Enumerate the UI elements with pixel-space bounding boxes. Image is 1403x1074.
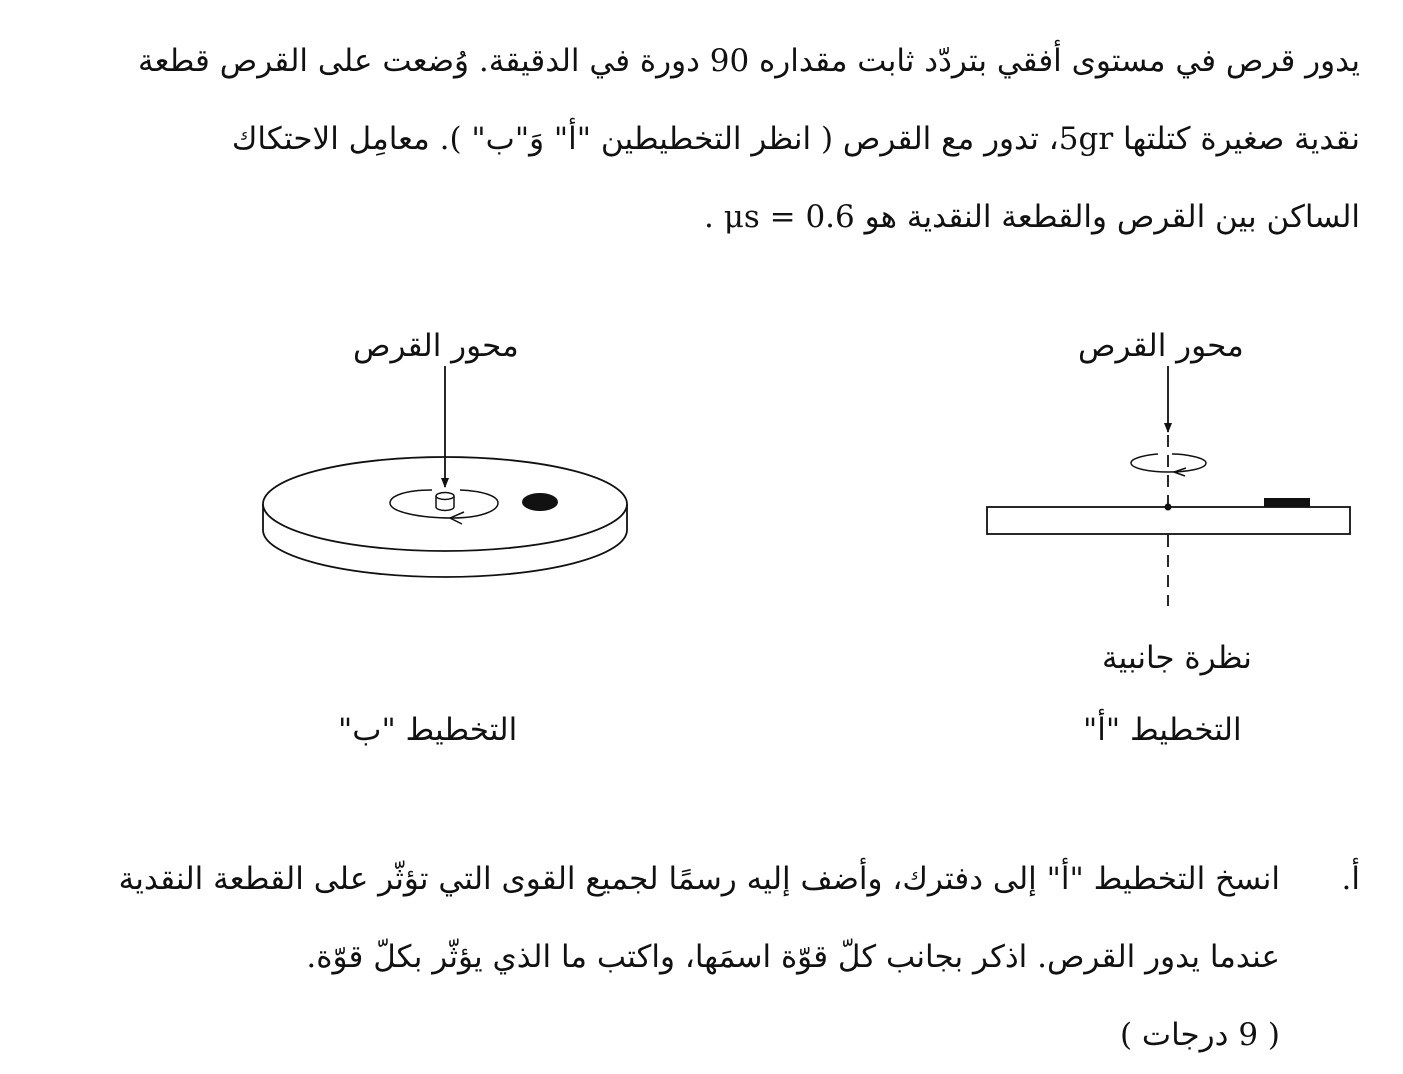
question-line-1: انسخ التخطيط "أ" إلى دفترك، وأضف إليه رسمًا لجميع القوى التي تؤثّر على القطعة النقدية (118, 861, 1280, 897)
intro-line-1: يدور قرص في مستوى أفقي بتردّد ثابت مقداره 90 دورة في الدقيقة. وُضعت على القرص قطعة (138, 43, 1360, 79)
disc-side-view (987, 507, 1350, 534)
marks-label: ( 9 درجات ) (1119, 1017, 1280, 1053)
intro-line-3: الساكن بين القرص والقطعة النقدية هو μs = 0.6 . (704, 199, 1360, 235)
axis-label-b: محور القرص (353, 328, 519, 364)
diagram-a (987, 366, 1350, 606)
axle-top (436, 493, 454, 500)
coin-icon (522, 493, 558, 511)
caption-diagram-b: التخطيط "ب" (338, 712, 518, 748)
caption-diagram-a: التخطيط "أ" (1083, 712, 1242, 748)
intro-line-2: نقدية صغيرة كتلتها 5gr، تدور مع القرص ( انظر التخطيطين "أ" وَ"ب" ). معامِل الاحتكاك (231, 121, 1360, 157)
diagram-b (263, 366, 627, 577)
axis-label-a: محور القرص (1078, 328, 1244, 364)
question-line-2: عندما يدور القرص. اذكر بجانب كلّ قوّة اسمَها، واكتب ما الذي يؤثّر بكلّ قوّة. (306, 939, 1280, 975)
side-view-label: نظرة جانبية (1102, 640, 1252, 676)
question-a (50, 840, 1360, 1053)
coin-side-view (1264, 498, 1310, 507)
question-marker: أ. (1341, 861, 1360, 897)
axis-point-a (1165, 504, 1172, 511)
